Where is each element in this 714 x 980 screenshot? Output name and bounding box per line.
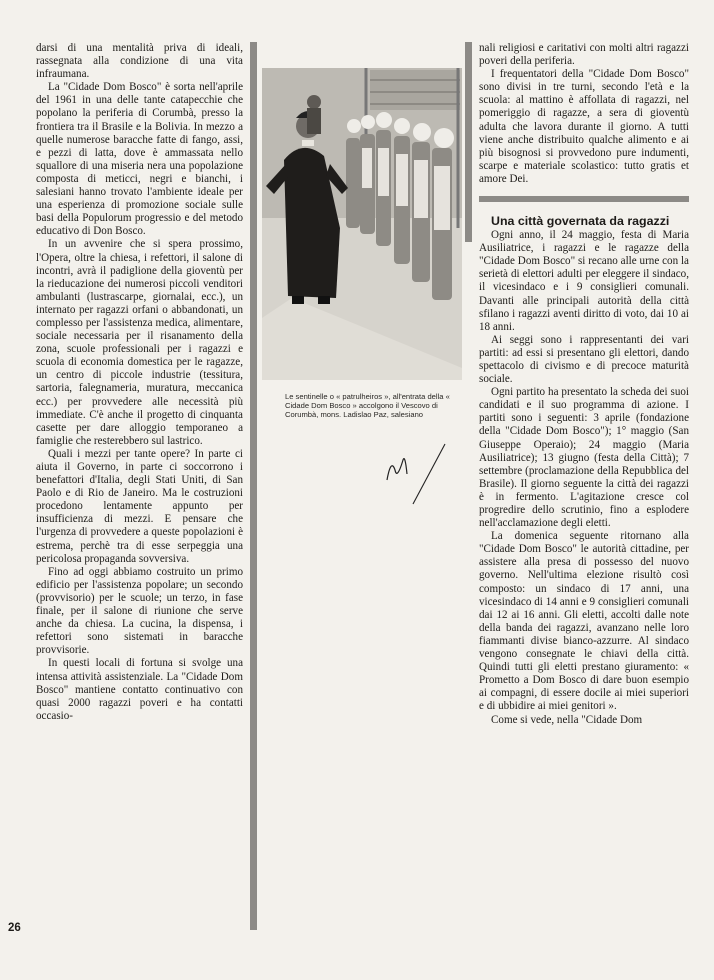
column-divider-right [465, 42, 472, 242]
spacer [479, 186, 689, 196]
right-column [479, 42, 689, 727]
page-number: 26 [8, 922, 21, 934]
paragraph: Come si vede, nella "Cidade Dom [491, 713, 643, 726]
paragraph: Ogni partito ha presentato la scheda dei suoi candidati e il suo programma di azione. I partiti sono i seguenti: 3 aprile (fondazione della "Cidade Dom Bosco"); 1° maggio (San Giuseppe Operaio); 24 maggio (Maria Ausiliatrice); 13 giugno (festa della Città); 7 settembre (proclamazione della Repubblica del Brasile). Il giorno seguente la città dei ragazzi è in fermento. L'agitazione cresce col progredire dello scrutinio, fino a esplodere nell'acclamazione degli eletti. [479, 386, 689, 530]
handwritten-mark [383, 440, 463, 510]
paragraph: darsi di una mentalità priva di ideali, rassegnata alla condizione di una vita infraumana. [36, 42, 243, 81]
paragraph: nali religiosi e caritativi con molti altri ragazzi poveri della periferia. [479, 42, 689, 68]
paragraph: In un avvenire che si spera prossimo, l'Opera, oltre la chiesa, i refettori, il salone di incontri, avrà il padiglione della gioventù per la rieducazione dei numerosi piccoli venditori ambulanti (lustrascarpe, giornalai, ecc.), un internato per ragazzi orfani o abbandonati, un complesso per l'assistenza medica, alimentare, sociale necessaria per il risanamento della zona, scuole professionali per i ragazzi e scuola di economia domestica per le ragazze, un centro di piccole industrie (tessitura, sartoria, falegnameria, muratura, meccanica ecc.) per provvedere alle necessità più immediate. C'è anche il progetto di cinquanta casette per dare alloggio temporaneo a famiglie che resterebbero sul lastrico. [36, 238, 243, 447]
paragraph: La domenica seguente ritornano alla "Cidade Dom Bosco" le autorità cittadine, per assistere alla presa di possesso del nuovo governo. Nell'ultima elezione risultò così composto: un sindaco di 17 anni, una vicesindaco di 14 anni e 9 consiglieri comunali dai 12 ai 16 anni. Gli eletti, accolti dalle note della banda dei ragazzi, avanzano nelle loro fiammanti divise bianco-azzurre. Al sindaco vengono consegnate le chiavi della città. Quindi tutti gli eletti prestano giuramento: « Prometto a Dom Bosco di dare buon esempio ai compagni, di essere docile ai miei superiori e di ubbidire ai miei genitori ». [479, 530, 689, 713]
paragraph: Fino ad oggi abbiamo costruito un primo edificio per l'assistenza popolare; un secondo (provvisorio) per le scuole; un terzo, in fase finale, per il salone di riunione che serve anche da chiesa. La cucina, la dispensa, i refettori sono sistemati in baracche provvisorie. [36, 565, 243, 657]
paragraph: Ai seggi sono i rappresentanti dei vari partiti: ad essi si presentano gli elettori, dando spettacolo di civismo e di precoce maturità sociale. [479, 333, 689, 386]
paragraph: In questi locali di fortuna si svolge una intensa attività assistenziale. La "Cidade Dom Bosco" mantiene contatto continuativo con quasi 2000 ragazzi poveri e ha contatti occasio- [36, 657, 243, 722]
photo-caption: Le sentinelle o « patrulheiros », all'entrata della « Cidade Dom Bosco » accolgono il Vescovo di Corumbà, mons. Ladislao Paz, salesiano [285, 392, 450, 420]
section-heading: Una città governata da ragazzi [479, 196, 689, 229]
paragraph: La "Cidade Dom Bosco" è sorta nell'aprile del 1961 in una delle tante catapecchie che popolano la periferia di Corumbà, presso la frontiera tra il Brasile e la Bolivia. In mezzo a quelle numerose baracche fatte di fango, assi, e pezzi di latta, dove è ammassata nello squallore di una miseria nera una popolazione composta di meticci, negri e bianchi, i salesiani hanno trovato l'ambiente ideale per una esperienza di promozione sociale sulle basi della Populorum progressio e del metodo educativo di Don Bosco. [36, 81, 243, 238]
paragraph: I frequentatori della "Cidade Dom Bosco" sono divisi in tre turni, secondo l'età e la scuola: al mattino è affollata di ragazzi, nel pomeriggio di ragazze, a sera di gioventù adulta che lavora durante il giorno. A tutti viene anche distribuito qualche alimento e ai più bisognosi si provvedono pure indumenti, scarpe e materiale scolastico: tutto gratis et amore Dei. [479, 68, 689, 185]
left-column [36, 42, 243, 723]
paragraph: Quali i mezzi per tante opere? In parte ci aiuta il Governo, in parte ci soccorrono i benefattori d'Italia, degli Stati Uniti, di San Paolo e di Rio de Janeiro. Ma le costruzioni procedono lentamente appunto per insufficienza di mezzi. E pensare che l'urgenza di provvedere a queste popolazioni è estrema, perchè tra di esse serpeggia una pericolosa propaganda sovversiva. [36, 447, 243, 565]
photo-bishop-with-sentinels [262, 68, 462, 380]
paragraph: Ogni anno, il 24 maggio, festa di Maria Ausiliatrice, i ragazzi e le ragazze della "Cidade Dom Bosco" si recano alle urne con la serietà di elettori adulti per eleggere il sindaco, il vicesindaco e i 9 consiglieri comunali. Davanti alle principali autorità della città sfilano i ragazzi aventi diritto di voto, dai 10 ai 18 anni. [479, 229, 689, 333]
column-divider-left [250, 42, 257, 930]
